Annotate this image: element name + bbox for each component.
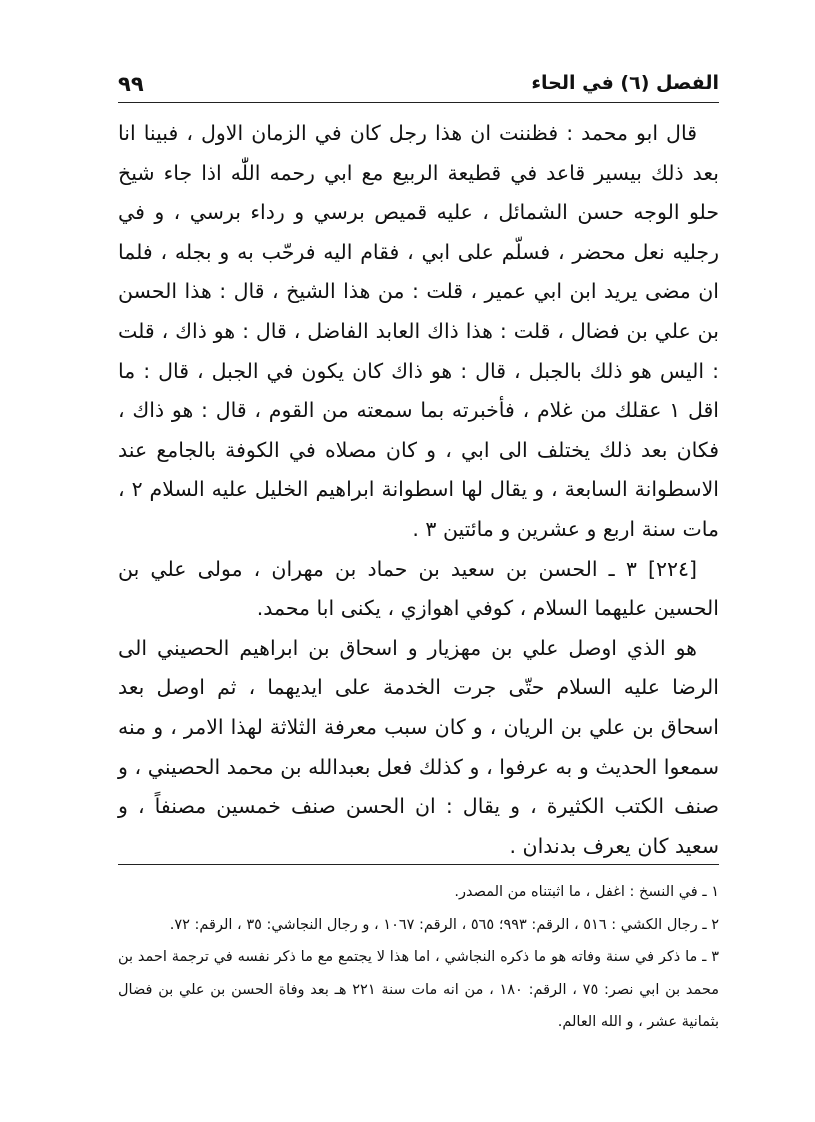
footnote-divider	[118, 864, 719, 865]
page-header	[118, 70, 719, 100]
paragraph-entry-224: [٢٢٤] ٣ ـ الحسن بن سعيد بن حماد بن مهران ، مولى علي بن الحسين عليهما السلام ، كوفي اهوازي ، يكنى ابا محمد.	[118, 556, 719, 621]
footnote-1: ١ ـ في النسخ : اغفل ، ما اثبتناه من المصدر.	[454, 884, 719, 900]
paragraph: قال ابو محمد : فظننت ان هذا رجل كان في الزمان الاول ، فبينا انا بعد ذلك بيسير قاعد في قطيعة الربيع مع ابي رحمه اللّٰه اذا جاء شيخ حلو الوجه حسن الشمائل ، عليه قميص برسي و رداء برسي ، و في رجليه نعل محضر ، فسلّم على ابي ، فقام اليه فرحّب به و بجله ، فلما ان مضى يريد ابن ابي عمير ، قلت : من هذا الشيخ ، قال : هذا الحسن بن علي بن فضال ، قلت : هذا ذاك العابد الفاضل ، قال : هو ذاك ، قلت : اليس هو ذلك بالجبل ، قال : هو ذاك كان يكون في الجبل ، قال : ما اقل ١ عقلك من غلام ، فأخبرته بما سمعته من القوم ، قال : هو ذاك ، فكان بعد ذلك يختلف الى ابي ، و كان مصلاه في الكوفة بالجامع عند الاسطوانة السابعة ، و يقال لها اسطوانة ابراهيم الخليل عليه السلام ٢ ، مات سنة اربع و عشرين و مائتين ٣ .	[118, 121, 719, 541]
footnote-2: ٢ ـ رجال الكشي : ٥١٦ ، الرقم: ٩٩٣؛ ٥٦٥ ، الرقم: ١٠٦٧ ، و رجال النجاشي: ٣٥ ، الرقم: ٧٢.	[169, 916, 719, 933]
footnotes	[118, 876, 719, 1039]
running-title: الفصل (٦) في الحاء	[531, 72, 719, 94]
paragraph: هو الذي اوصل علي بن مهزيار و اسحاق بن ابراهيم الحصيني الى الرضا عليه السلام حتّى جرت الخدمة على ايديهما ، ثم اوصل بعد اسحاق بن علي بن الريان ، و كان سبب معرفة الثلاثة لهذا الامر ، و منه سمعوا الحديث و به عرفوا ، و كذلك فعل بعبدالله بن محمد الحصيني ، و صنف الكتب الكثيرة ، و يقال : ان الحسن صنف خمسين مصنفاً ، و سعيد كان يعرف بدندان .	[118, 635, 719, 858]
page-number: ٩٩	[118, 72, 144, 96]
main-text	[118, 114, 719, 866]
footnote-3: ٣ ـ ما ذكر في سنة وفاته هو ما ذكره النجاشي ، اما هذا لا يجتمع مع ما ذكر نفسه في ترجمة احمد بن محمد بن ابي نصر: ٧٥ ، الرقم: ١٨٠ ، من انه مات سنة ٢٢١ هـ بعد وفاة الحسن بن علي بن فضال بثمانية عشر ، و الله العالم.	[118, 949, 719, 1030]
header-divider	[118, 102, 719, 103]
